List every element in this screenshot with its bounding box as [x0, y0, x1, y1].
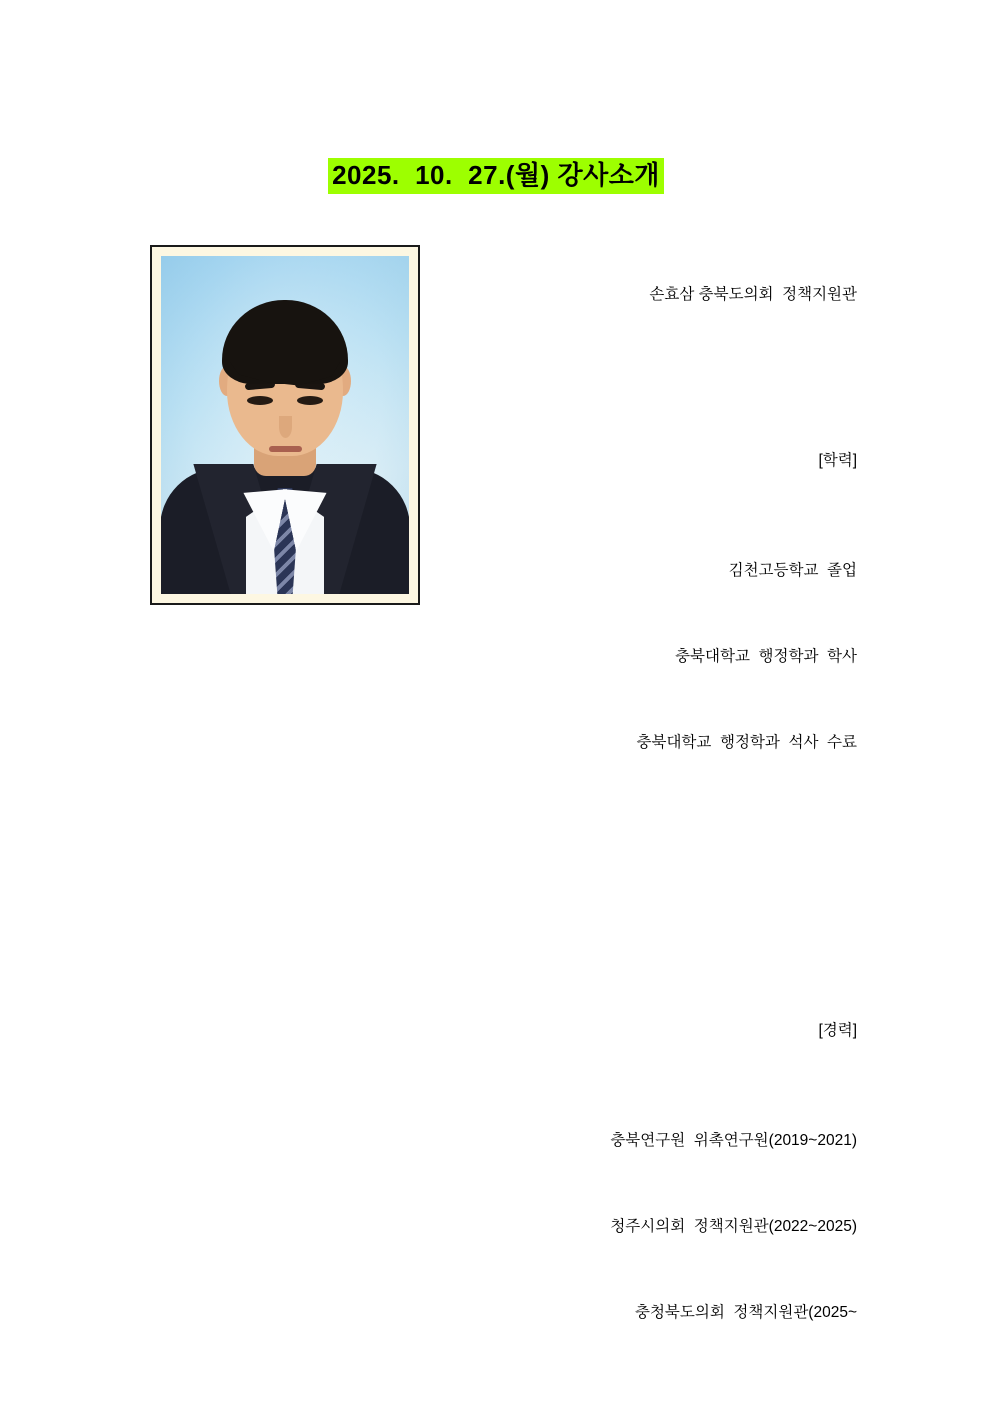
spacer — [337, 950, 857, 976]
career-list — [337, 1069, 857, 1384]
career-item: 청주시의회 정책지원관(2022~2025) — [610, 1217, 857, 1235]
page-title-container — [0, 158, 992, 194]
mouth-shape — [269, 446, 302, 452]
education-header: [학력] — [818, 452, 857, 469]
spacer — [337, 861, 857, 919]
career-header: [경력] — [818, 1021, 857, 1039]
education-item: 충북대학교 행정학과 석사 수료 — [636, 733, 857, 751]
spacer — [337, 349, 857, 407]
career-item: 충청북도의회 정책지원관(2025~ — [634, 1303, 857, 1321]
education-list — [337, 500, 857, 815]
eye-right-shape — [297, 396, 323, 405]
education-item: 충북대학교 행정학과 학사 — [675, 647, 857, 665]
eye-left-shape — [247, 396, 273, 405]
nose-shape — [279, 416, 292, 438]
education-item: 김천고등학교 졸업 — [728, 561, 857, 579]
instructor-name-title: 손효삼 충북도의회 정책지원관 — [649, 285, 857, 303]
instructor-profile — [337, 240, 857, 1416]
career-item: 충북연구원 위촉연구원(2019~2021) — [610, 1131, 857, 1149]
page-title: 2025. 10. 27.(월) 강사소개 — [328, 158, 664, 194]
